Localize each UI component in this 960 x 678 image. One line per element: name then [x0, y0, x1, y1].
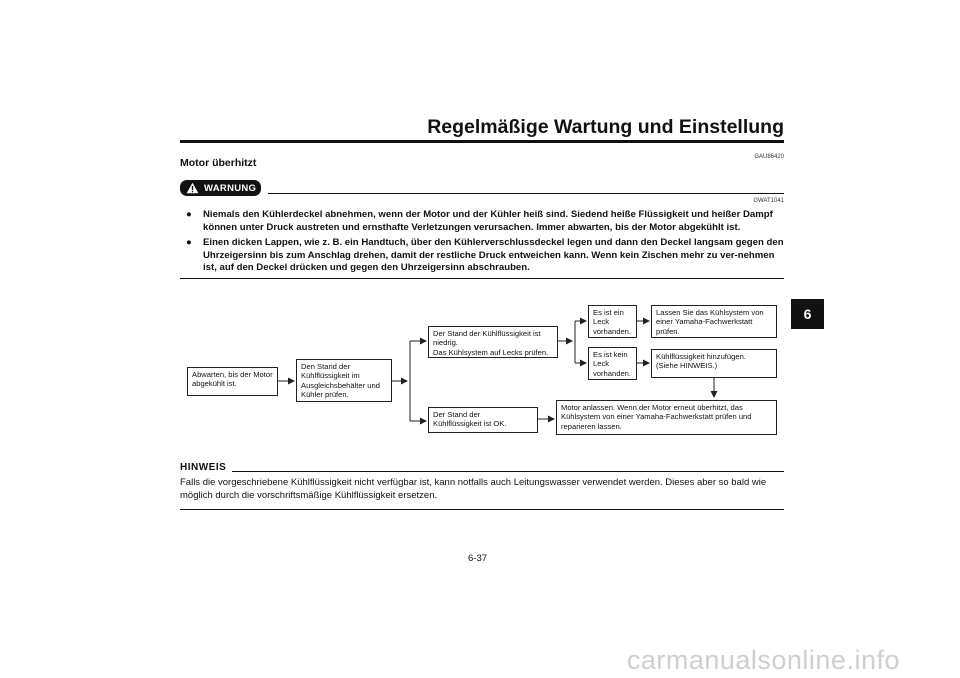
flow-box-leak: Es ist ein Leck vorhanden. — [588, 305, 637, 338]
warning-badge — [180, 180, 261, 196]
page-number: 6-37 — [468, 553, 488, 564]
section-title: Motor überhitzt — [180, 157, 257, 169]
warning-item — [186, 209, 786, 234]
header-rule — [180, 140, 784, 143]
section-code: GAU86420 — [754, 154, 784, 160]
flow-box-level-low: Der Stand der Kühlflüssigkeit ist niedrig. Das Kühlsystem auf Lecks prüfen. — [428, 326, 558, 358]
flow-box-restart-engine: Motor anlassen. Wenn der Motor erneut überhitzt, das Kühlsystem von einer Yamaha-Fachwerkstatt prüfen und reparieren lassen. — [556, 400, 777, 435]
warning-item-text: Einen dicken Lappen, wie z. B. ein Handtuch, über den Kühlerverschlussdeckel legen und dann den Deckel langsam gegen den Uhrzeigersinn bis zum Anschlag drehen, damit der restliche Druck entweichen kann. Wenn kein Zischen mehr zu ver-nehmen ist, auf den Deckel drücken und gegen den Uhrzeigersinn abschrauben. — [203, 237, 784, 273]
watermark: carmanualsonline.info — [626, 645, 900, 675]
hinweis-end-rule — [180, 509, 784, 510]
hinweis-rule — [232, 471, 784, 472]
hinweis-text: Falls die vorgeschriebene Kühlflüssigkeit nicht verfügbar ist, kann notfalls auch Leitungswasser verwendet werden. Dieses aber so bald wie möglich durch die vorschriftsmäßige Kühlflüssigkeit ersetzen. — [180, 477, 767, 502]
warning-triangle-icon — [186, 182, 199, 194]
flow-box-level-ok: Der Stand der Kühlflüssigkeit ist OK. — [428, 407, 538, 433]
warning-item — [186, 237, 786, 275]
flow-box-no-leak: Es ist kein Leck vorhanden. — [588, 347, 637, 380]
warning-rule — [268, 193, 784, 194]
flow-box-dealer-check: Lassen Sie das Kühlsystem von einer Yamaha-Fachwerkstatt prüfen. — [651, 305, 777, 338]
warning-end-rule — [180, 278, 784, 279]
warning-code: GWAT1041 — [753, 198, 784, 204]
hinweis-label: HINWEIS — [180, 462, 227, 473]
bullet-icon: ● — [186, 237, 192, 248]
flow-box-check: Den Stand der Kühlflüssigkeit im Ausgleichsbehälter und Kühler prüfen. — [296, 359, 392, 402]
warning-item-text: Niemals den Kühlerdeckel abnehmen, wenn der Motor und der Kühler heiß sind. Siedend heiße Flüssigkeit und heißer Dampf können unter Druck austreten und ernsthafte Verletzungen verursachen. Immer abwarten, bis der Motor abgekühlt ist. — [203, 209, 773, 233]
flow-box-add-coolant: Kühlflüssigkeit hinzufügen. (Siehe HINWEIS.) — [651, 349, 777, 378]
warning-list — [186, 209, 786, 278]
flow-box-wait: Abwarten, bis der Motor abgekühlt ist. — [187, 367, 278, 396]
page-header-title: Regelmäßige Wartung und Einstellung — [427, 116, 784, 138]
chapter-tab[interactable]: 6 — [791, 299, 824, 329]
bullet-icon: ● — [186, 209, 192, 220]
warning-label: WARNUNG — [204, 182, 257, 194]
